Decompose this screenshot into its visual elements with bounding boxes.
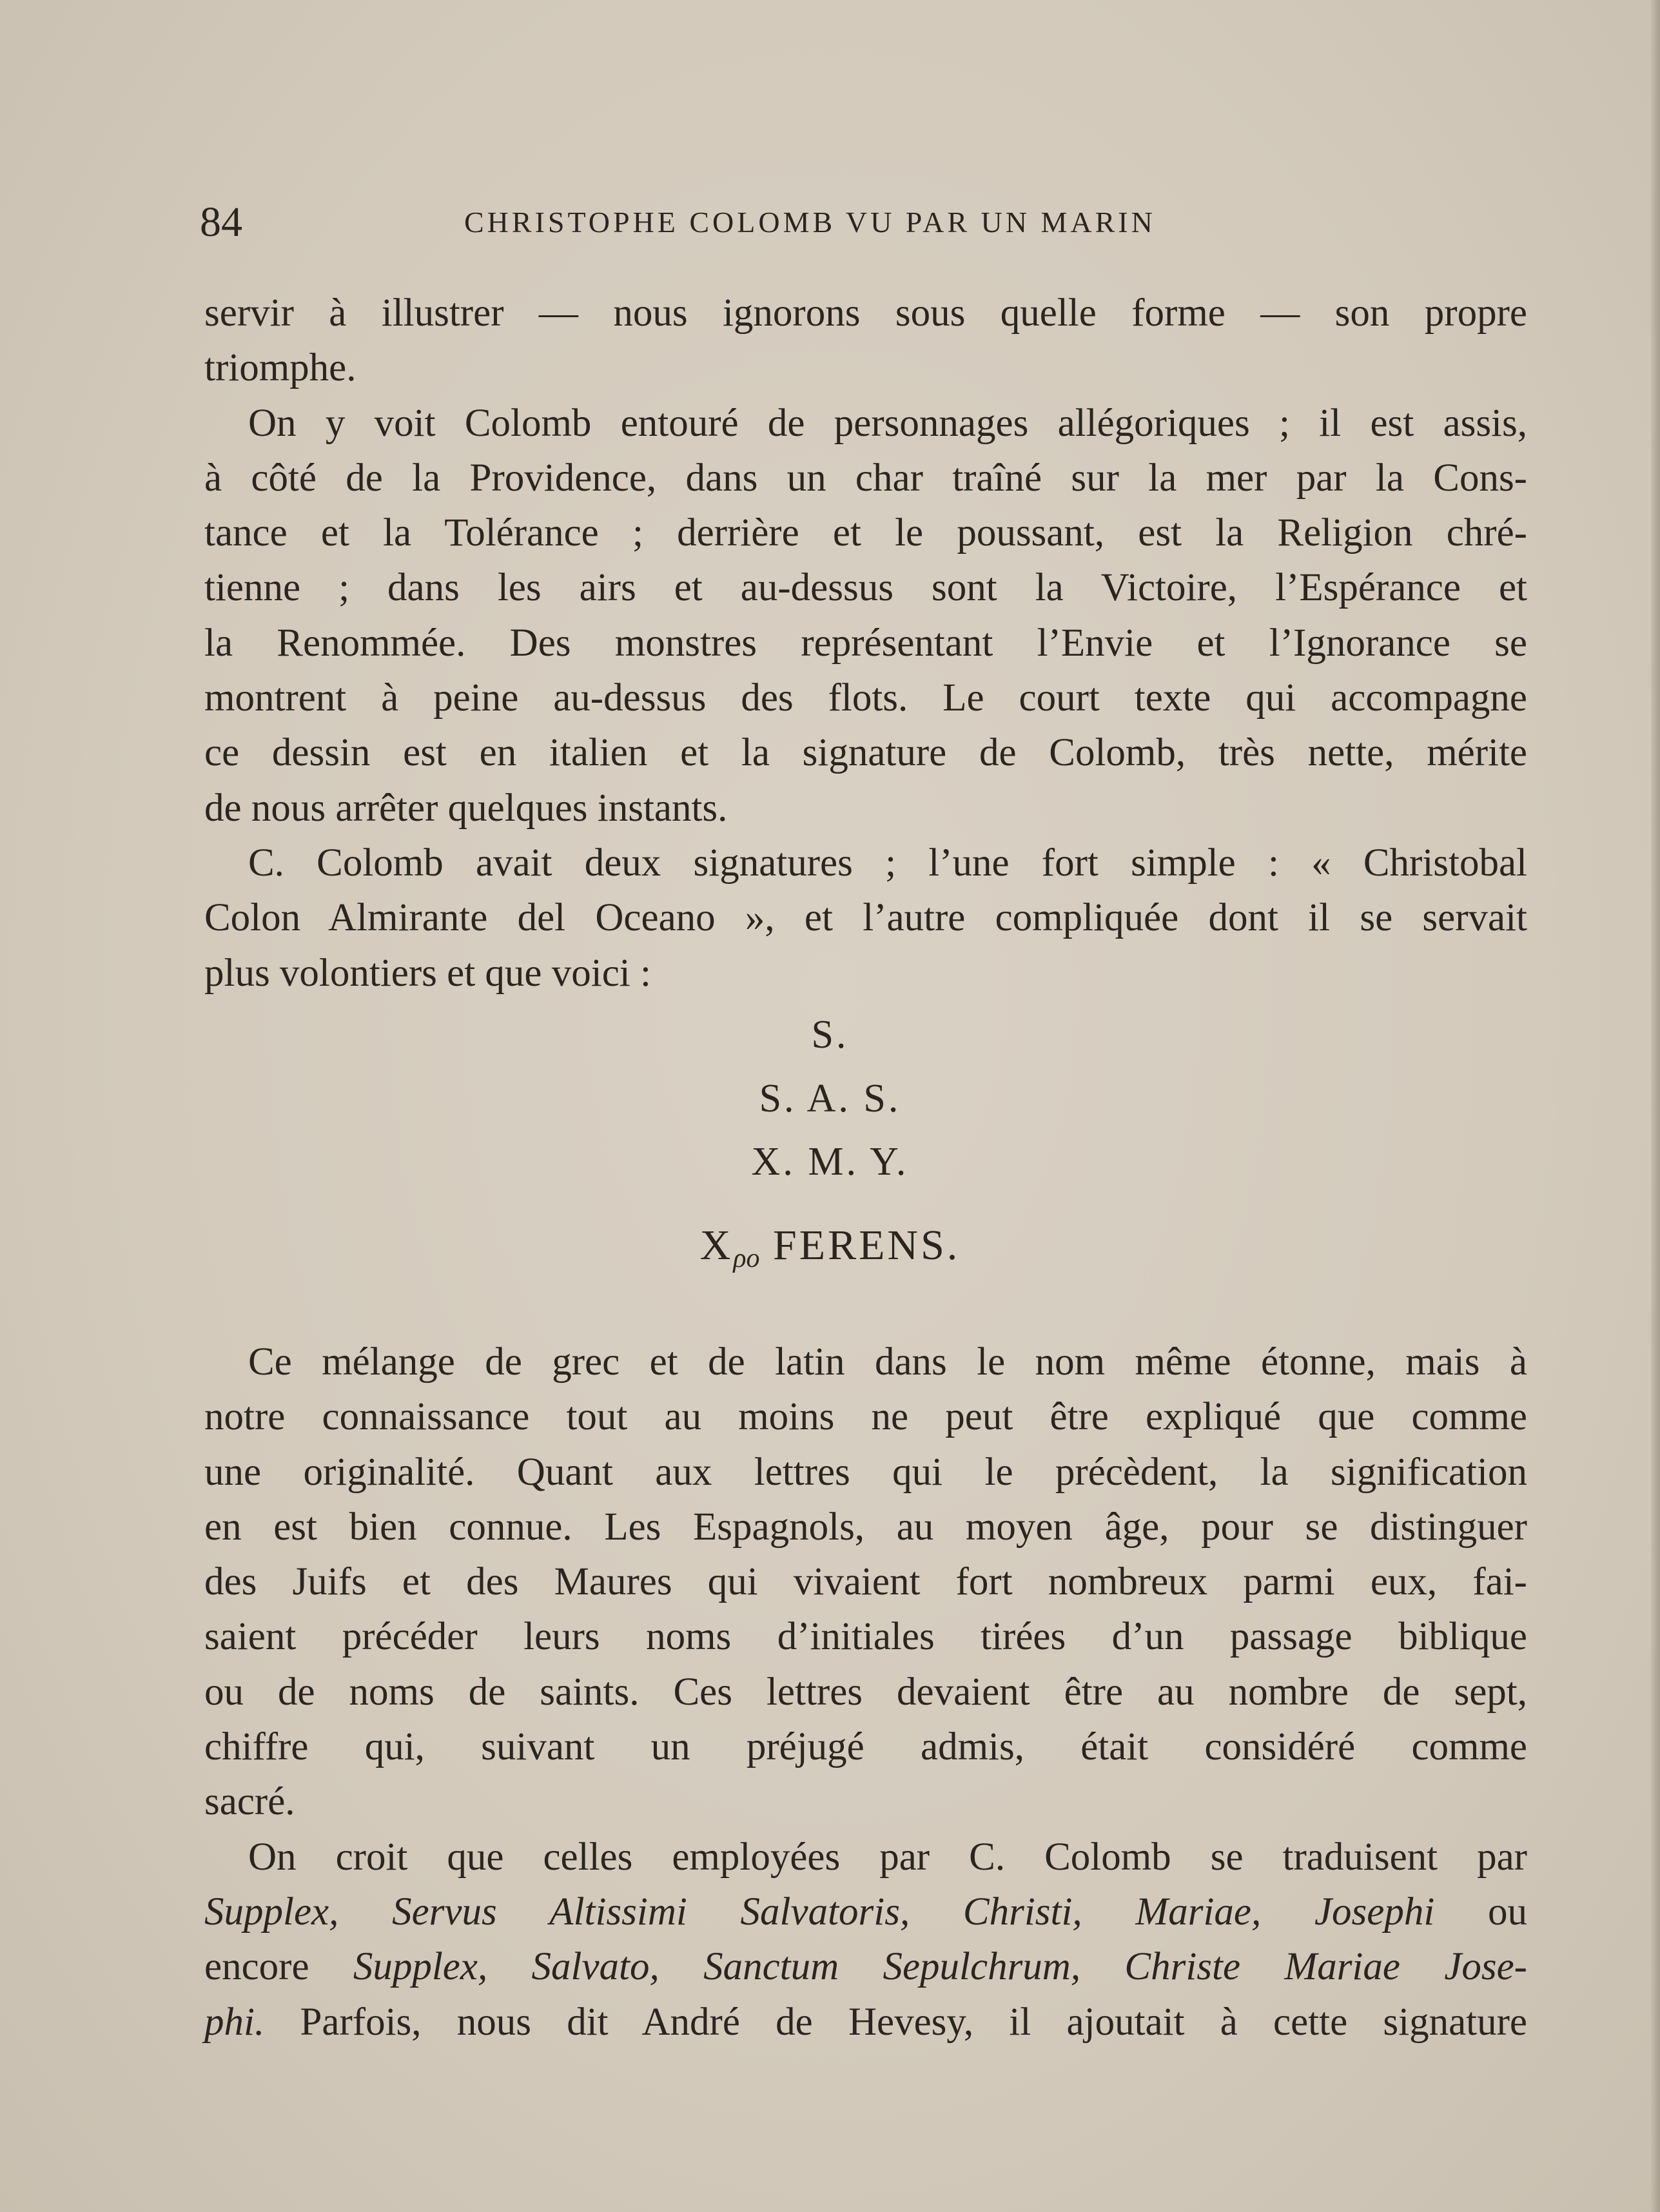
text-segment: Ce mélange de grec et de latin dans le nom même étonne, mais à [248, 1340, 1527, 1384]
text-line [204, 505, 1527, 560]
text-line [204, 1665, 1527, 1719]
text-segment: notre connaissance tout au moins ne peut être expliqué que comme [204, 1395, 1527, 1439]
signature-line-1: S. [811, 1013, 849, 1057]
text-line [204, 836, 1527, 890]
text-line [204, 1774, 1527, 1829]
text-line [204, 340, 1527, 395]
text-line [204, 1609, 1527, 1664]
italic-text: Supplex, Salvato, Sanctum Sepulchrum, Christe Mariae Jose- [353, 1945, 1527, 1989]
text-segment: Parfois, nous dit André de Hevesy, il ajoutait à cette signature [264, 2000, 1527, 2044]
text-line [204, 1554, 1527, 1609]
text-line [204, 781, 1527, 836]
text-block-1 [204, 286, 1527, 1001]
italic-text: Supplex, Servus Altissimi Salvatoris, Christi, Mariae, Josephi [204, 1890, 1435, 1933]
text-line [204, 1389, 1527, 1444]
text-line [204, 1335, 1527, 1389]
text-segment: encore [204, 1945, 353, 1989]
text-segment: chiffre qui, suivant un préjugé admis, était considéré comme [204, 1725, 1527, 1769]
text-line [204, 560, 1527, 615]
text-segment: la Renommée. Des monstres représentant l’Envie et l’Ignorance se [204, 621, 1527, 665]
page-header [200, 193, 1528, 251]
text-block-2 [204, 1335, 1527, 2050]
text-segment: des Juifs et des Maures qui vivaient fort nombreux parmi eux, fai- [204, 1560, 1527, 1604]
text-segment: ce dessin est en italien et la signature de Colomb, très nette, mérite [204, 731, 1527, 775]
text-line [204, 1995, 1527, 2050]
text-line [204, 616, 1527, 670]
signature-line-3: X. M. Y. [751, 1140, 909, 1184]
text-segment: On croit que celles employées par C. Colomb se traduisent par [248, 1835, 1527, 1879]
text-segment: de nous arrêter quelques instants. [204, 786, 728, 830]
page-number: 84 [200, 199, 242, 246]
signature-line-2: S. A. S. [759, 1077, 901, 1121]
text-line [204, 451, 1527, 505]
text-segment: à côté de la Providence, dans un char traîné sur la mer par la Cons- [204, 456, 1527, 500]
text-line [204, 1445, 1527, 1500]
text-segment: triomphe. [204, 346, 356, 390]
text-segment: C. Colomb avait deux signatures ; l’une fort simple : « Christobal [248, 841, 1527, 885]
text-line [204, 725, 1527, 780]
signature-line-4 [0, 1221, 1660, 1274]
text-line [204, 1884, 1527, 1939]
text-segment: en est bien connue. Les Espagnols, au moyen âge, pour se distinguer [204, 1505, 1527, 1549]
text-segment: On y voit Colomb entouré de personnages allégoriques ; il est assis, [248, 401, 1527, 445]
signature-x: X [699, 1222, 734, 1269]
text-segment: Colon Almirante del Oceano », et l’autre compliquée dont il se servait [204, 896, 1527, 940]
text-line [204, 1939, 1527, 1994]
signature-ferens: FERENS. [759, 1222, 961, 1269]
text-segment: tienne ; dans les airs et au-dessus sont la Victoire, l’Espérance et [204, 566, 1527, 610]
page-edge [1651, 0, 1660, 2212]
text-segment: une originalité. Quant aux lettres qui le précèdent, la signification [204, 1450, 1527, 1494]
text-segment: plus volontiers et que voici : [204, 951, 651, 995]
text-line [204, 396, 1527, 451]
text-line [204, 1500, 1527, 1554]
text-segment: tance et la Tolérance ; derrière et le poussant, est la Religion chré- [204, 511, 1527, 555]
running-title: CHRISTOPHE COLOMB VU PAR UN MARIN [464, 206, 1156, 239]
text-line [204, 946, 1527, 1001]
text-line [204, 1830, 1527, 1884]
signature-greek-subscript: ρο [733, 1244, 760, 1273]
text-line [204, 670, 1527, 725]
text-segment: ou de noms de saints. Ces lettres devaient être au nombre de sept, [204, 1670, 1527, 1714]
text-segment: servir à illustrer — nous ignorons sous quelle forme — son propre [204, 291, 1527, 335]
text-segment: montrent à peine au-dessus des flots. Le court texte qui accompagne [204, 676, 1527, 720]
text-segment: ou [1434, 1890, 1527, 1933]
text-segment: sacré. [204, 1780, 295, 1824]
text-segment: saient précéder leurs noms d’initiales tirées d’un passage biblique [204, 1615, 1527, 1659]
text-line [204, 1719, 1527, 1774]
text-line [204, 890, 1527, 945]
italic-text: phi. [204, 2000, 265, 2044]
text-line [204, 286, 1527, 340]
